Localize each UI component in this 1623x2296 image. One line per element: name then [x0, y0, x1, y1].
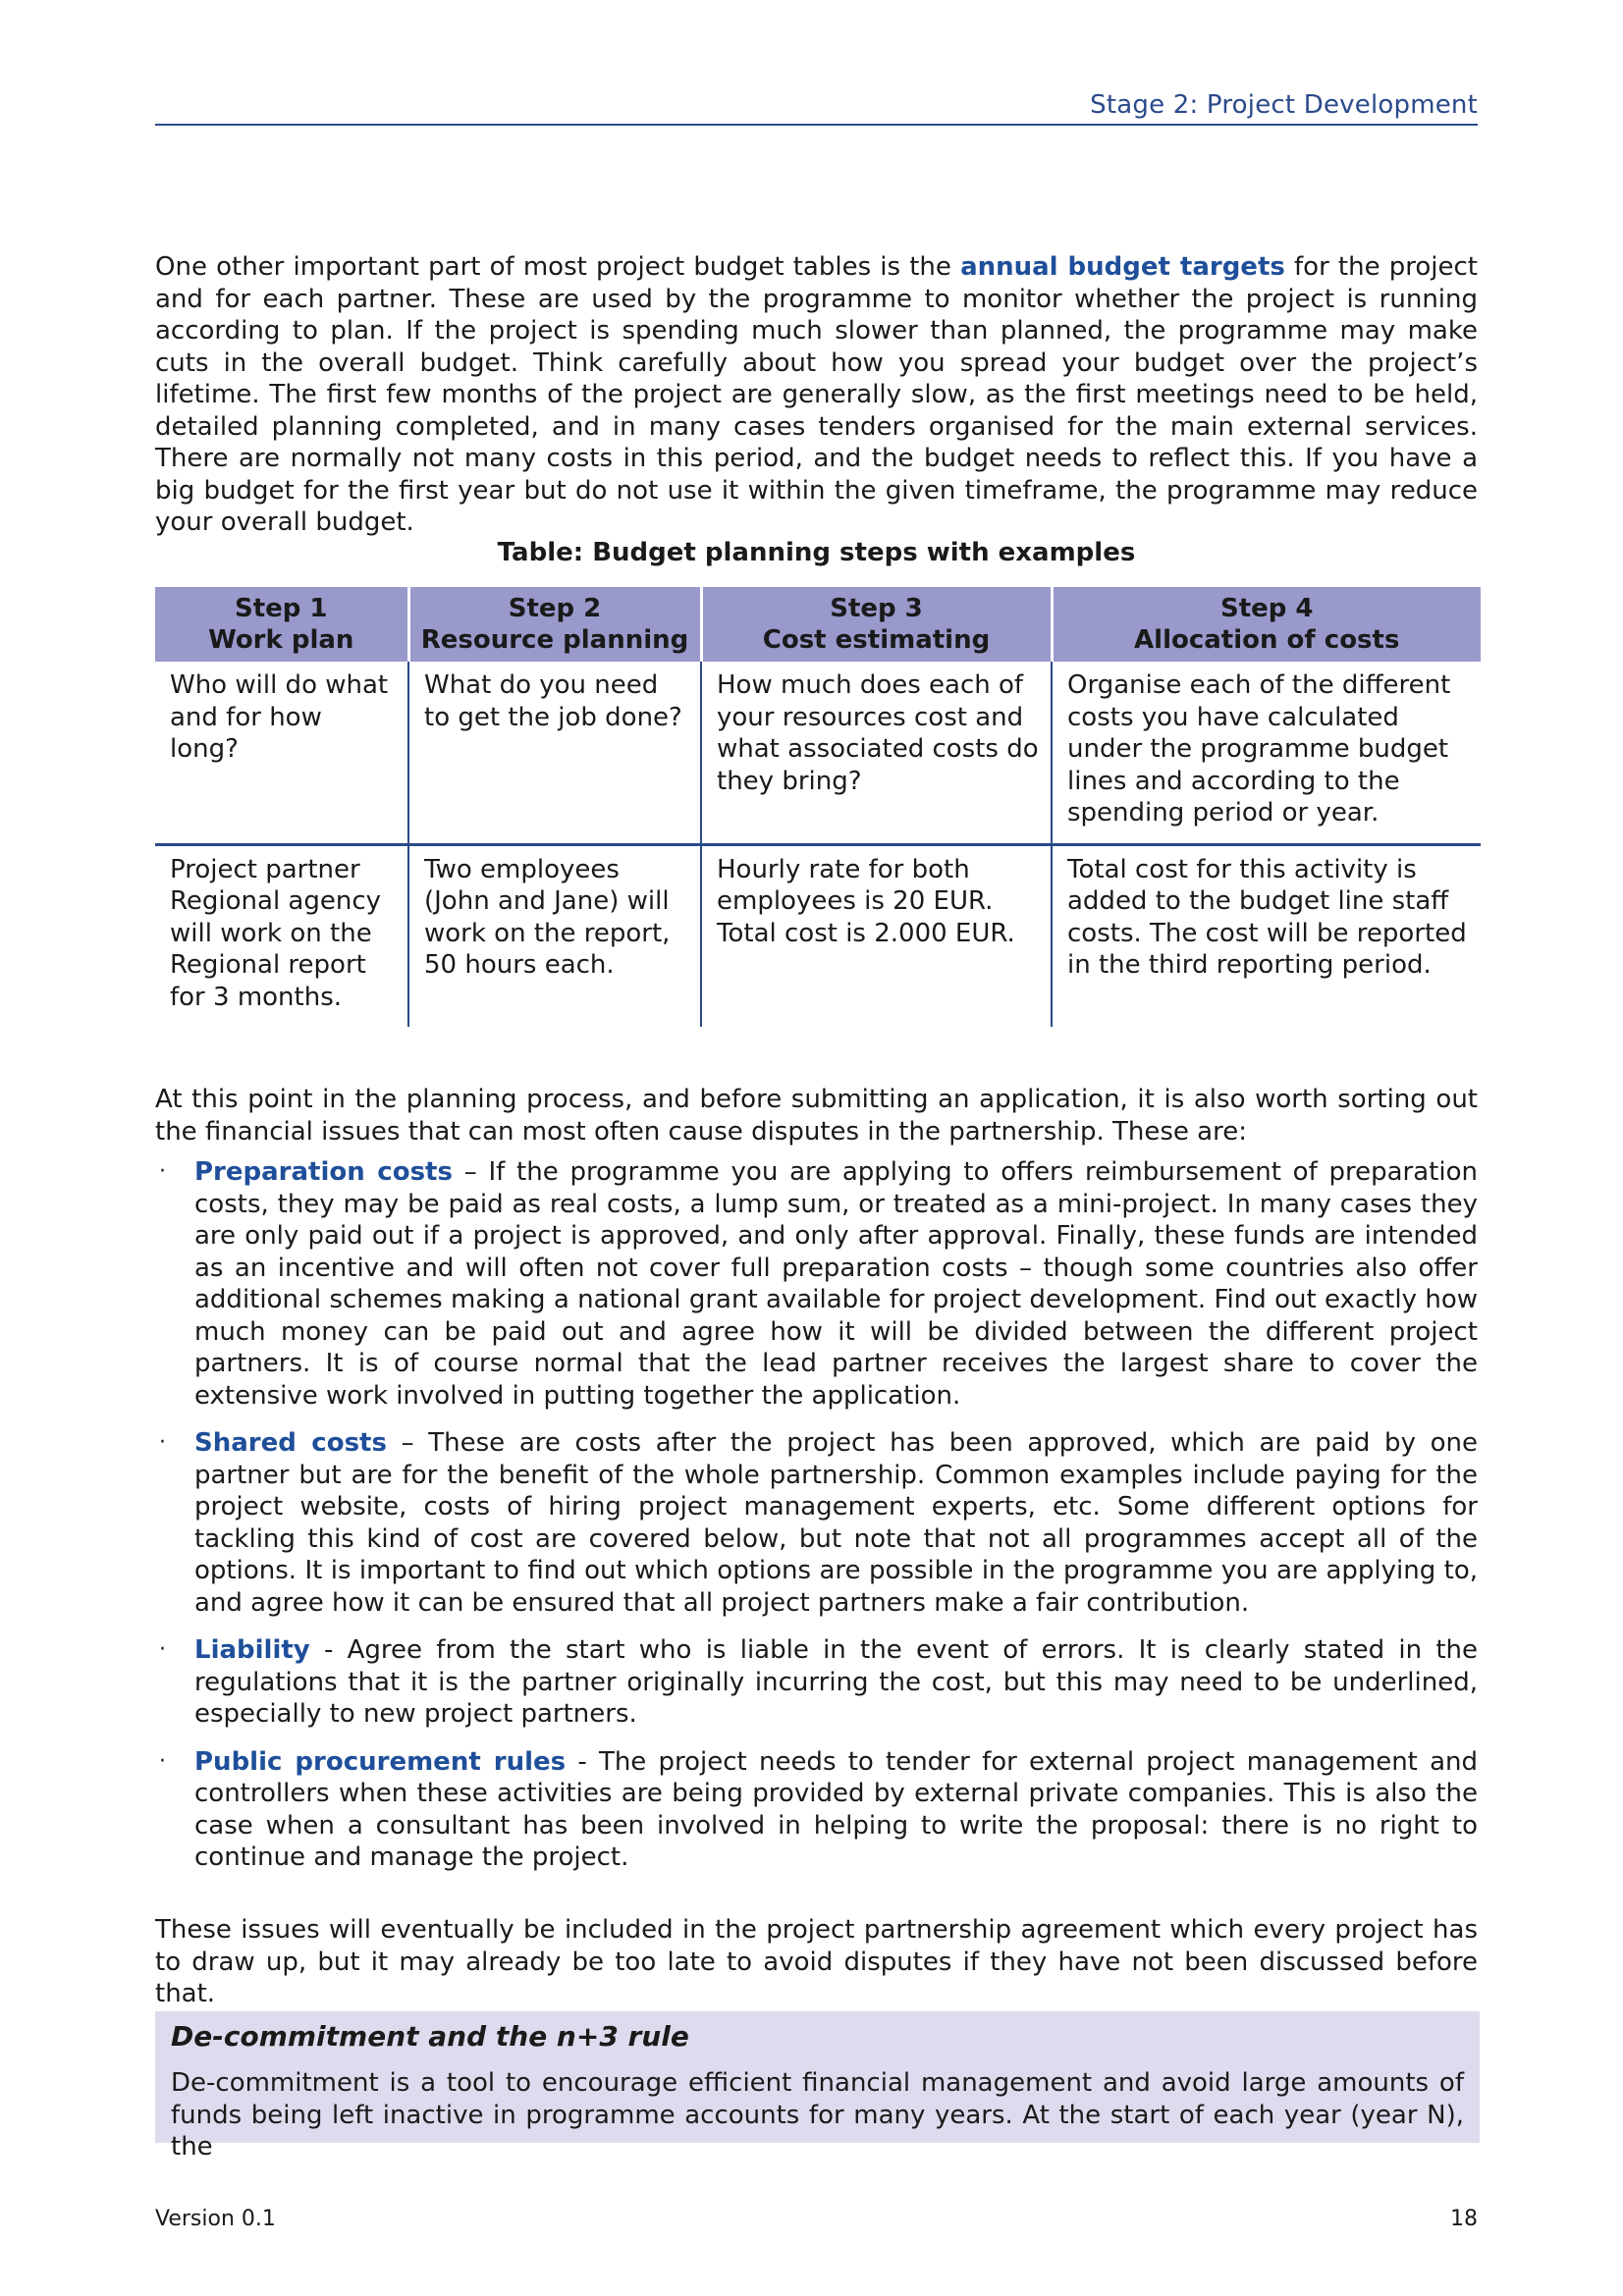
decommitment-box — [155, 2011, 1480, 2162]
issue-text: - Agree from the start who is liable in the event of errors. It is clearly stated in the regulations that it is the partner originally incurring the cost, but this may need to be underlined, especially to new project partners. — [194, 1635, 1478, 1729]
header-title: Stage 2: Project Development — [1090, 90, 1478, 120]
table-cell: Who will do what and for how long? — [155, 662, 408, 844]
header-step-2-name: Resource planning — [420, 625, 689, 655]
issue-term: Public procurement rules — [194, 1746, 567, 1777]
list-item — [155, 1746, 1478, 1874]
table-cell: Total cost for this activity is added to the budget line staff costs. The cost will be reported in the third reporting period. — [1067, 854, 1467, 980]
list-item — [155, 1156, 1478, 1412]
annual-budget-targets-term: annual budget targets — [960, 252, 1285, 282]
table-row-examples — [155, 844, 1481, 1027]
header-step-2-number: Step 2 — [508, 593, 602, 623]
header-step-1-number: Step 1 — [234, 593, 328, 623]
header-step-4 — [1052, 587, 1481, 662]
budget-planning-table — [155, 587, 1481, 1027]
header-step-4-name: Allocation of costs — [1134, 625, 1400, 655]
header-step-2 — [408, 587, 701, 662]
header-step-4-number: Step 4 — [1219, 593, 1314, 623]
list-item — [155, 1634, 1478, 1731]
box-text: De-commitment is a tool to encourage efficient financial management and avoid large amounts of funds being left inactive in programme accounts for many years. At the start of each year (year N), the — [171, 2068, 1464, 2162]
page-header — [155, 90, 1478, 126]
footer-version: Version 0.1 — [155, 2207, 276, 2231]
intro-text-after: for the project and for each partner. These are used by the programme to monitor whether the project is running according to plan. If the project is spending much slower than planned, the programme may make cuts in the overall budget. Think carefully about how you spread your budget over the project’s lifetime. The first few months of the project are generally slow, as the first meetings need to be held, detailed planning completed, and in many cases tenders organised for the main external services. There are normally not many costs in this period, and the budget needs to reflect this. If you have a big budget for the first year but do not use it within the given timeframe, the programme may reduce your overall budget. — [155, 252, 1478, 537]
table-header-row — [155, 587, 1481, 662]
box-title: De-commitment and the n+3 rule — [171, 2020, 689, 2053]
issue-text: - The project needs to tender for external project management and controllers when these activities are being provided by external private companies. This is also the case when a consultant has been involved in helping to write the proposal: there is no right to continue and manage the project. — [194, 1746, 1479, 1872]
table-row-questions — [155, 662, 1481, 844]
bullet-icon: · — [159, 1159, 166, 1184]
table-cell: Hourly rate for both employees is 20 EUR. Total cost is 2.000 EUR. — [701, 844, 1052, 1027]
page-number: 18 — [1450, 2207, 1478, 2231]
issue-text: – These are costs after the project has been approved, which are paid by one partner but are for the benefit of the whole partnership. Common examples include paying for the project website, costs of hiring project management experts, etc. Some different options for tackling this kind of cost are covered below, but note that not all programmes accept all of the options. It is important to find out which options are possible in the programme you are applying to, and agree how it can be ensured that all project partners make a fair contribution. — [194, 1428, 1478, 1618]
table-cell: Project partner Regional agency will work on the Regional report for 3 months. — [155, 844, 408, 1027]
closing-paragraph: These issues will eventually be included in the project partnership agreement which every project has to draw up, but it may already be too late to avoid disputes if they have not been discussed before that. — [155, 1915, 1478, 2008]
bullet-icon: · — [159, 1430, 166, 1455]
header-step-1 — [155, 587, 408, 662]
header-step-3 — [701, 587, 1052, 662]
issue-term: Liability — [194, 1635, 310, 1665]
intro-paragraph — [155, 251, 1478, 539]
table-cell: Organise each of the different costs you have calculated under the programme budget lines and according to the spending period or year. — [1052, 662, 1481, 844]
issues-intro-paragraph: At this point in the planning process, and before submitting an application, it is also worth sorting out the financial issues that can most often cause disputes in the partnership. These are: — [155, 1085, 1478, 1147]
table-cell: What do you need to get the job done? — [408, 662, 701, 844]
bullet-icon: · — [159, 1748, 166, 1774]
table-caption: Table: Budget planning steps with examples — [497, 538, 1136, 567]
bullet-icon: · — [159, 1637, 166, 1662]
list-item — [155, 1427, 1478, 1619]
issue-text: – If the programme you are applying to offers reimbursement of preparation costs, they may be paid as real costs, a lump sum, or treated as a mini-project. In many cases they are only paid out if a project is approved, and only after approval. Finally, these funds are intended as an incentive and will often not cover full preparation costs – though some countries also offer additional schemes making a national grant available for project development. Find out exactly how much money can be paid out and agree how it will be divided between the different project partners. It is of course normal that the lead partner receives the largest share to cover the extensive work involved in putting together the application. — [194, 1157, 1478, 1411]
issue-term: Preparation costs — [194, 1157, 453, 1187]
issues-list — [155, 1156, 1478, 1890]
table-cell: How much does each of your resources cost and what associated costs do they bring? — [701, 662, 1052, 844]
header-step-3-number: Step 3 — [830, 593, 923, 623]
table-cell: Two employees (John and Jane) will work on the report, 50 hours each. — [408, 844, 701, 1027]
issue-term: Shared costs — [194, 1428, 387, 1458]
header-step-1-name: Work plan — [208, 625, 354, 655]
intro-text-before: One other important part of most project budget tables is the — [155, 252, 961, 282]
header-step-3-name: Cost estimating — [762, 625, 991, 655]
